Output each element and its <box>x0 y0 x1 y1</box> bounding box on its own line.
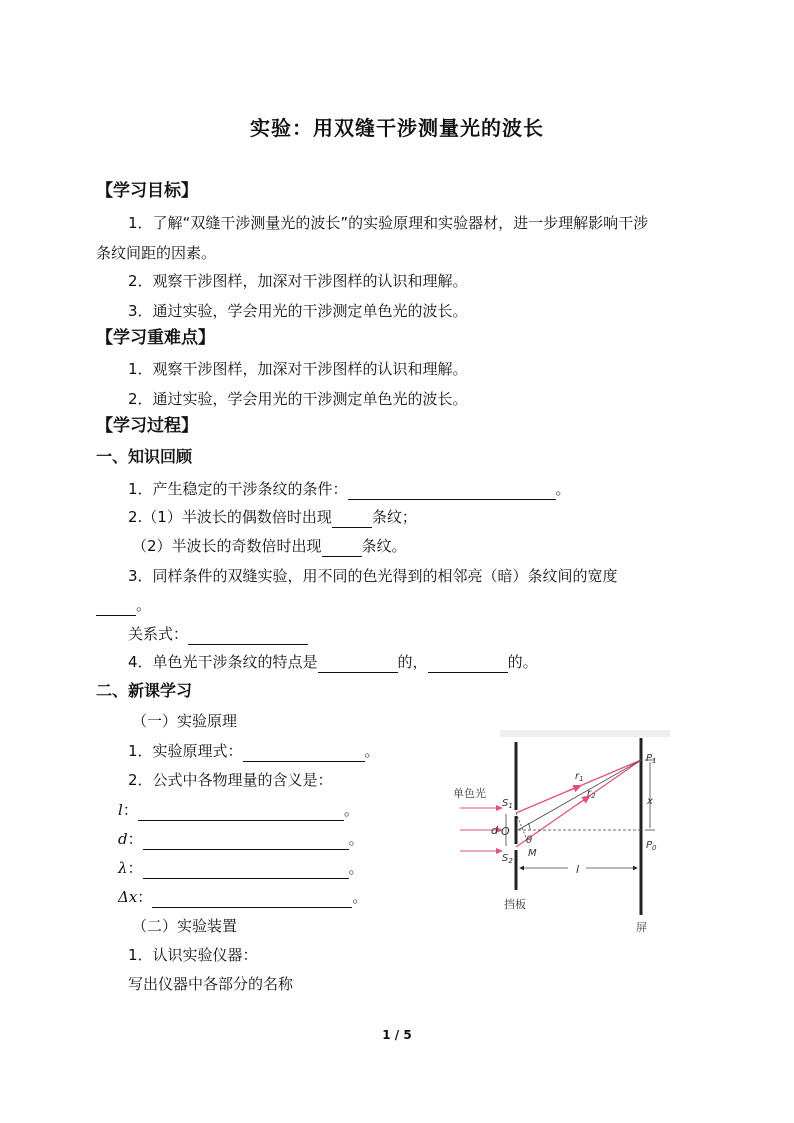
section-process: 【学习过程】 <box>96 416 198 436</box>
meaning-line: 2．公式中各物理量的含义是： <box>128 771 333 789</box>
diagram-top-shading <box>500 730 670 737</box>
review-relation <box>128 623 308 645</box>
principle-heading: （一）实验原理 <box>132 712 238 730</box>
know-instruments: 1．认识实验仪器： <box>128 946 258 964</box>
objective-3: 3．通过实验，学会用光的干涉测定单色光的波长。 <box>128 302 468 320</box>
var-d-period: 。 <box>348 830 364 848</box>
review-q1-end: 。 <box>555 480 571 498</box>
review-q4-end: 的。 <box>507 653 538 671</box>
review-q4-text: 4．单色光干涉条纹的特点是 <box>128 653 318 671</box>
review-q3-blank[interactable] <box>96 599 136 616</box>
var-l: l <box>118 801 123 819</box>
var-dx-blank[interactable] <box>152 891 352 908</box>
page-number: 1 / 5 <box>382 1028 412 1042</box>
review-q2a-blank[interactable] <box>332 511 372 528</box>
objective-1-line1: 1．了解“双缝干涉测量光的波长”的实验原理和实验器材，进一步理解影响干涉 <box>128 214 649 232</box>
section-key-points: 【学习重难点】 <box>96 328 215 348</box>
review-q4-blank-2[interactable] <box>428 656 508 673</box>
review-q4 <box>128 651 538 673</box>
var-d-colon: ： <box>127 830 143 848</box>
var-l-line <box>118 799 359 821</box>
label-m: M <box>528 848 537 859</box>
var-dx-period: 。 <box>352 888 368 906</box>
label-theta: θ <box>526 835 533 846</box>
objective-2: 2．观察干涉图样，加深对干涉图样的认识和理解。 <box>128 272 468 290</box>
review-q2a <box>128 506 417 528</box>
review-q2a-end: 条纹； <box>371 508 417 526</box>
var-d: d <box>118 830 128 848</box>
review-q3: 3．同样条件的双缝实验，用不同的色光得到的相邻亮（暗）条纹间的宽度 <box>128 567 618 585</box>
var-lambda-period: 。 <box>348 859 364 877</box>
review-heading: 一、知识回顾 <box>96 447 193 466</box>
review-q4-mid: 的， <box>397 653 428 671</box>
review-q2b <box>132 535 407 557</box>
var-lambda: λ <box>118 859 128 877</box>
apparatus-heading: （二）实验装置 <box>132 917 238 935</box>
ray-center <box>518 760 641 830</box>
review-q2b-blank[interactable] <box>322 540 362 557</box>
section-objectives: 【学习目标】 <box>96 181 198 201</box>
label-l: l <box>576 863 580 876</box>
review-q4-blank-1[interactable] <box>318 656 398 673</box>
review-q3-cont <box>96 594 151 616</box>
label-p0: $P_0$ <box>646 840 657 852</box>
objective-1-line2: 条纹间距的因素。 <box>96 244 217 262</box>
var-dx: Δx <box>118 888 138 906</box>
review-relation-blank[interactable] <box>188 628 308 645</box>
label-x: x <box>647 796 653 807</box>
review-q2b-text: （2）半波长的奇数倍时出现 <box>132 537 322 555</box>
var-l-period: 。 <box>343 801 359 819</box>
formula-label: 1．实验原理式： <box>128 742 243 760</box>
var-lambda-colon: ： <box>127 859 143 877</box>
label-s2: $S_2$ <box>502 853 513 865</box>
key-point-2: 2．通过实验，学会用光的干涉测定单色光的波长。 <box>128 390 468 408</box>
var-d-line <box>118 828 364 850</box>
review-relation-label: 关系式： <box>128 625 189 643</box>
var-l-blank[interactable] <box>138 804 344 821</box>
key-point-1: 1．观察干涉图样，加深对干涉图样的认识和理解。 <box>128 360 468 378</box>
review-q1 <box>128 478 571 500</box>
label-o: O <box>501 825 510 838</box>
light-label: 单色光 <box>453 787 486 800</box>
var-lambda-line <box>118 857 364 879</box>
formula-end: 。 <box>364 742 380 760</box>
label-s1: $S_1$ <box>502 798 513 810</box>
var-d-blank[interactable] <box>143 833 349 850</box>
label-p1: $P_1$ <box>646 753 657 765</box>
review-q2a-text: 2.（1）半波长的偶数倍时出现 <box>128 508 332 526</box>
label-d: d <box>491 824 498 837</box>
review-q2b-end: 条纹。 <box>361 537 407 555</box>
var-lambda-blank[interactable] <box>143 862 349 879</box>
var-l-colon: ： <box>122 801 138 819</box>
label-baffle: 挡板 <box>504 898 526 911</box>
label-r1: $r_1$ <box>575 771 584 783</box>
double-slit-diagram <box>440 730 670 940</box>
var-dx-colon: ： <box>137 888 153 906</box>
new-lesson-heading: 二、新课学习 <box>96 681 193 700</box>
page-title: 实验：用双缝干涉测量光的波长 <box>250 116 544 140</box>
review-q3-end: 。 <box>136 596 152 614</box>
ray-r1-arrow <box>568 786 581 792</box>
label-r2: $r_2$ <box>587 788 596 800</box>
theta-arc <box>528 823 530 830</box>
formula-blank[interactable] <box>243 745 365 762</box>
var-dx-line <box>118 886 367 908</box>
review-q1-text: 1．产生稳定的干涉条纹的条件： <box>128 480 348 498</box>
review-q1-blank[interactable] <box>348 483 556 500</box>
label-screen: 屏 <box>636 921 647 934</box>
formula-line <box>128 740 380 762</box>
write-names: 写出仪器中各部分的名称 <box>128 975 294 993</box>
